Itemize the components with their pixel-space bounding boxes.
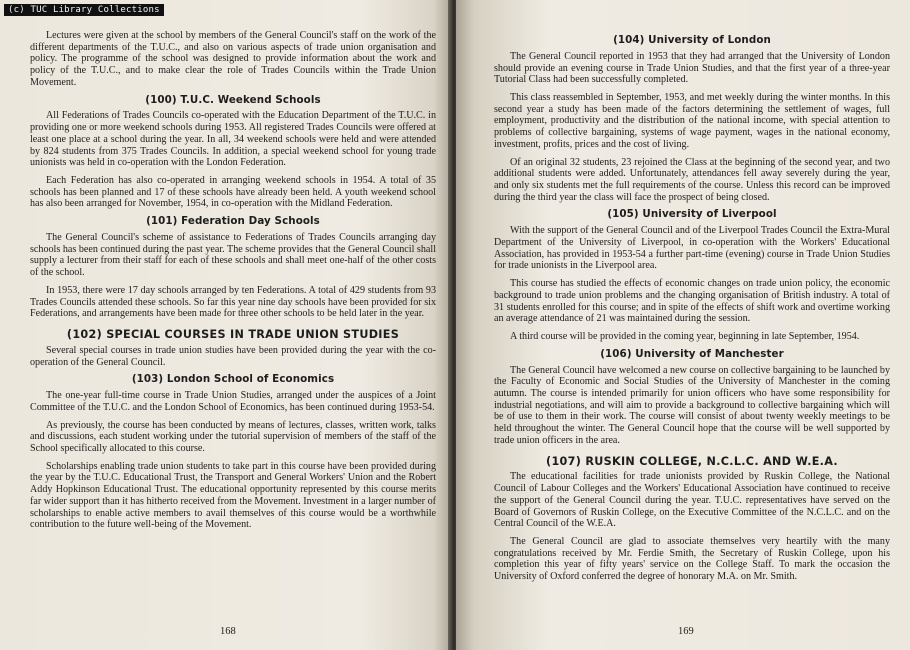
paragraph: A third course will be provided in the coming year, beginning in late September, 1954. [510,330,860,342]
intro-paragraph: Lectures were given at the school by members of the General Council's staff on the work of the different departments of the T.U.C., and also on various aspects of trade union organisation and policy. The programme of the school was designed to provide information about the work and policy of the T.U.C., and to make clear the role of Trades Councils within the Trade Union Movement. [30,30,436,88]
paragraph: The General Council's scheme of assistance to Federations of Trades Councils arranging day schools has been continued during the past year. The scheme provides that the General Council shall supply a lecturer from their staff for each of these schools and shall meet one-half of the other costs of the school. [30,232,436,279]
paragraph: The one-year full-time course in Trade Union Studies, arranged under the auspices of a Joint Committee of the T.U.C. and the London School of Economics, has been continued during 1953-54. [30,390,436,413]
paragraph: The General Council reported in 1953 that they had arranged that the University of London should provide an evening course in Trade Union Studies, and that the first year of a three-year Tutorial Class had been successfully completed. [494,50,890,86]
paragraph: This course has studied the effects of economic changes on trade union policy, the economic background to trade union problems and the changing organisation of British industry. A total of 31 students enrolled for this course; and in spite of the effects of shift work and overtime working an average attendance of 21 was maintained during the session. [494,278,890,325]
right-page [456,0,910,650]
section-heading-107: (107) RUSKIN COLLEGE, N.C.L.C. AND W.E.A. [546,454,838,468]
paragraph: In 1953, there were 17 day schools arranged by ten Federations. A total of 429 students from 93 Trades Councils attended these schools. So far this year nine day schools have been provided for six Federations, and arrangements have been made for three other schools to be held later in the year. [30,284,436,320]
section-heading-106: (106) University of Manchester [600,347,784,360]
paragraph: Scholarships enabling trade union students to take part in this course have been provided during the year by the T.U.C. Educational Trust, the Transport and General Workers' Union and the Robert Addy Hopkinson Educational Trust. The educational opportunity represented by this course merits far wider support than it has hitherto received from the Movement. Investment in a larger number of scholarships to enable active members to avail themselves of this course would be a worthwhile contribution to the future well-being of the Movement. [30,460,436,531]
left-page [0,0,452,650]
paragraph: The General Council are glad to associate themselves very heartily with the many congratulations received by Mr. Ferdie Smith, the Secretary of Ruskin College, upon his completion this year of fifty years' service on the College Staff. To mark the occasion the University of Oxford conferred the degree of honorary M.A. on Mr. Smith. [494,536,890,583]
paragraph: All Federations of Trades Councils co-operated with the Education Department of the T.U.C. in providing one or more weekend schools during 1953. All registered Trades Councils were offered at least one place at a school during the year. In all, 34 weekend schools were held and were attended by 824 students from 375 Trades Councils. In addition, a special weekend school for young trade unionists was held in co-operation with the London Federation. [30,110,436,169]
paragraph: This class reassembled in September, 1953, and met weekly during the winter months. In this second year a study has been made of the factors determining the settlement of wages, full employment, productivity and the distribution of the national income, with special attention to problems of collective bargaining, systems of wage payment, wages in the national economy, investment, profits, prices and the cost of living. [494,92,890,150]
section-heading-104: (104) University of London [613,34,771,46]
paragraph: Several special courses in trade union studies have been provided during the year with the co-operation of the General Council. [30,344,436,368]
paragraph: The General Council have welcomed a new course on collective bargaining to be launched by the Faculty of Economic and Social Studies of the University of Manchester in the coming autumn. The course is intended primarily for union officers who have some responsibility for industrial negotiations, and will aim to provide a background to collective bargaining which will be of use to them in their work. The course will consist of about twenty weekly meetings to be held throughout the winter. The General Council hope that the course will be well supported by trade union officers in the area. [494,364,890,446]
paragraph: Of an original 32 students, 23 rejoined the Class at the beginning of the second year, and two additional students were added. Unfortunately, attendances fell away severely during the year, and only six students met the full requirements of the course. Unless this record can be improved during the third year the class will face the prospect of being closed. [494,156,890,203]
paragraph: The educational facilities for trade unionists provided by Ruskin College, the National Council of Labour Colleges and the Workers' Educational Association have continued to receive the support of the General Council during the year. T.U.C. representatives have served on the Board of Governors of Ruskin College, on the Executive Committee of the N.C.L.C. and on the Central Council of the W.E.A. [494,471,890,530]
section-heading-103: (103) London School of Economics [131,373,335,386]
watermark-label: (c) TUC Library Collections [4,4,164,16]
section-heading-100: (100) T.U.C. Weekend Schools [145,93,321,106]
page-number-right: 169 [678,625,694,637]
section-heading-105: (105) University of Liverpool [607,208,777,221]
paragraph: With the support of the General Council and of the Liverpool Trades Council the Extra-Mural Department of the University of Liverpool, in co-operation with the Workers' Educational Association, has provided in 1953-54 a further part-time (evening) course in Trade Union Studies for trade unionists in the Liverpool area. [494,225,890,272]
paragraph: Each Federation has also co-operated in arranging weekend schools in 1954. A total of 35 schools has been planned and 17 of these schools have already been held. A youth weekend school has also been arranged for November, 1954, in co-operation with the Midland Federation. [30,174,436,210]
paragraph: As previously, the course has been conducted by means of lectures, classes, written work, talks and discussions, each student working under the tutorial supervision of members of the staff of the School specifically allocated to this course. [30,419,436,455]
section-heading-101: (101) Federation Day Schools [146,215,320,228]
section-heading-102: (102) SPECIAL COURSES IN TRADE UNION STUDIES [66,327,400,341]
page-number-left: 168 [220,625,236,637]
